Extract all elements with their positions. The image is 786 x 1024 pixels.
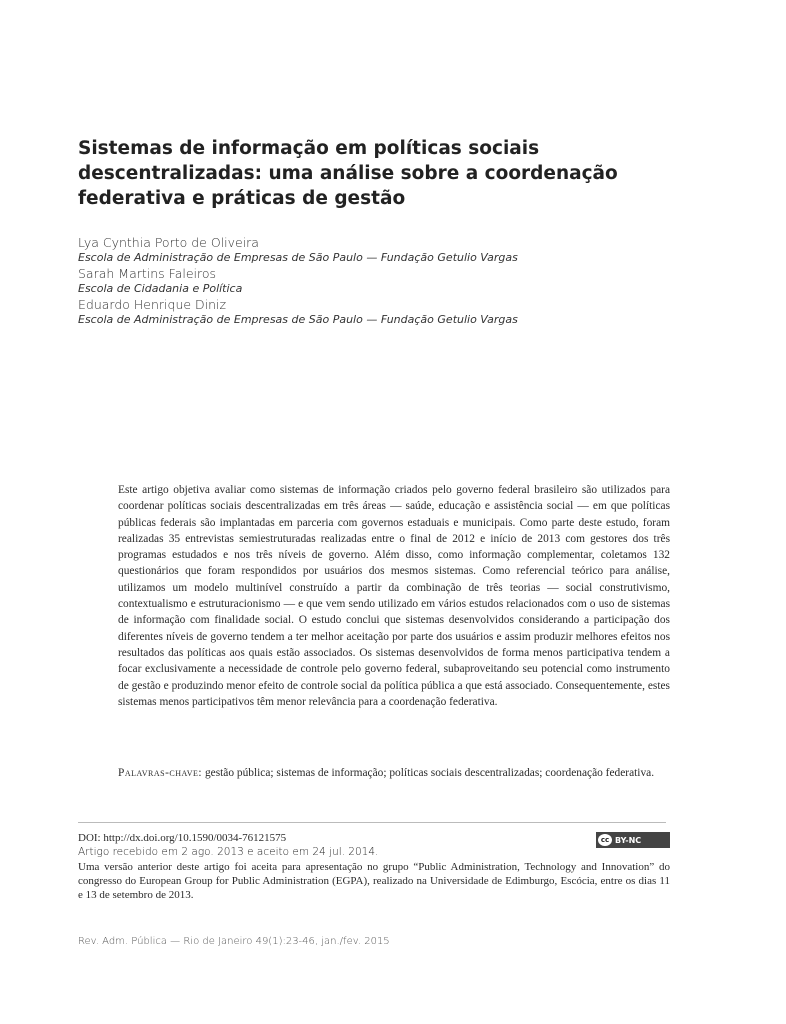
author-affiliation: Escola de Administração de Empresas de São Paulo — Fundação Getulio Vargas <box>78 313 518 326</box>
author-entry <box>78 235 698 264</box>
author-list <box>78 235 698 328</box>
author-entry <box>78 297 698 326</box>
journal-running-footer: Rev. Adm. Pública — Rio de Janeiro 49(1):23-46, jan./fev. 2015 <box>78 936 390 947</box>
license-label: BY-NC <box>615 835 642 845</box>
keywords <box>118 765 670 781</box>
article-title: Sistemas de informação em políticas sociais descentralizadas: uma análise sobre a coordenação federativa e práticas de gestão <box>78 138 618 209</box>
doi-link[interactable]: DOI: http://dx.doi.org/10.1590/0034-76121575 <box>78 832 287 844</box>
author-name: Lya Cynthia Porto de Oliveira <box>78 235 259 250</box>
author-entry <box>78 266 698 295</box>
keywords-text: gestão pública; sistemas de informação; políticas sociais descentralizadas; coordenação federativa. <box>204 767 655 779</box>
keywords-label: Palavras-chave: <box>118 767 203 779</box>
presentation-note: Uma versão anterior deste artigo foi aceita para apresentação no grupo “Public Administration, Technology and Innovation” do congresso do European Group for Public Administration (EGPA), realizado na Universidade de Edimburgo, Escócia, entre os dias 11 e 13 de setembro de 2013. <box>78 861 670 901</box>
author-affiliation: Escola de Cidadania e Política <box>78 282 243 295</box>
abstract-text: Este artigo objetiva avaliar como sistemas de informação criados pelo governo federal brasileiro são utilizados para coordenar políticas sociais descentralizadas em três áreas — saúde, educação e assistência social — em que políticas públicas federais são implantadas em parceria com governos estaduais e municipais. Como parte deste estudo, foram realizadas 35 entrevistas semiestruturadas realizadas entre o final de 2012 e início de 2013 com gestores dos três programas estudados e nos três níveis de governo. Além disso, como informação complementar, coletamos 132 questionários que foram respondidos por usuários dos mesmos sistemas. Como referencial teórico para análise, utilizamos um modelo multinível construído a partir da combinação de três teorias — social construtivismo, contextualismo e estruturacionismo — e que vem sendo utilizado em vários estudos relacionados com o uso de sistemas de informação com finalidade social. O estudo conclui que sistemas desenvolvidos considerando a participação dos diferentes níveis de governo tendem a ter melhor aceitação por parte dos usuários e assim produzir melhores efeitos nos resultados das políticas aos quais estão associados. Os sistemas desenvolvidos de forma menos participativa tendem a focar exclusivamente a necessidade de controle pelo governo federal, subaproveitando seu potencial como instrumento de gestão e produzindo menor efeito de controle social da política pública a que está associado. Consequentemente, estes sistemas menos participativos têm menor relevância para a coordenação federativa. <box>118 484 670 708</box>
creative-commons-icon: cc <box>598 834 612 846</box>
footnote-block <box>78 832 670 902</box>
author-name: Sarah Martins Faleiros <box>78 266 217 281</box>
author-name: Eduardo Henrique Diniz <box>78 297 227 312</box>
cc-license-badge[interactable] <box>596 832 670 848</box>
received-date: Artigo recebido em 2 ago. 2013 e aceito em 24 jul. 2014. <box>78 845 379 858</box>
footnote-divider <box>78 822 666 823</box>
author-affiliation: Escola de Administração de Empresas de São Paulo — Fundação Getulio Vargas <box>78 251 518 264</box>
